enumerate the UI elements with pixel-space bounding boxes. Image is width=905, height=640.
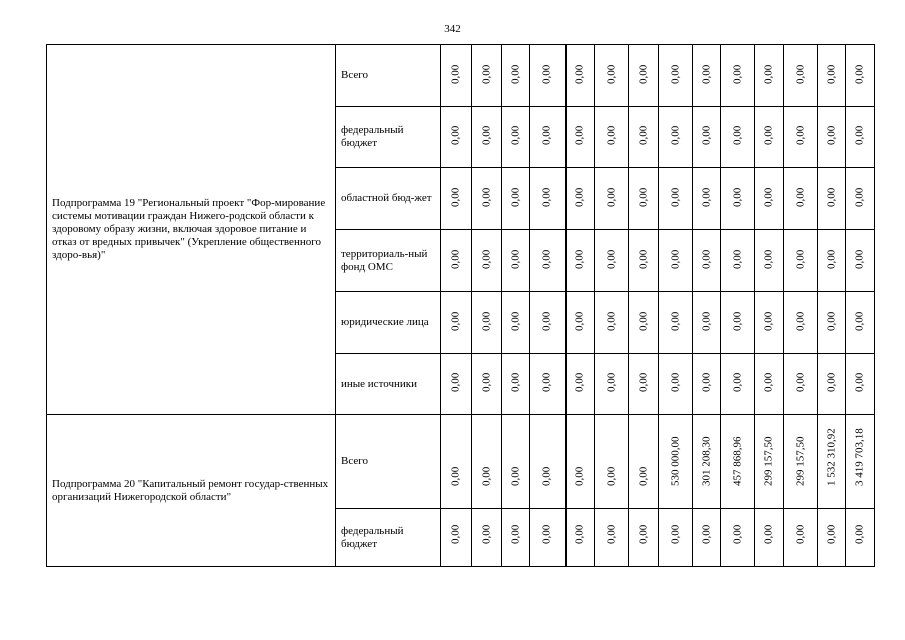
value-cell — [721, 230, 755, 292]
value-cell — [629, 45, 659, 107]
value-text: 0,00 — [853, 311, 866, 331]
value-cell — [441, 168, 472, 230]
value-cell — [629, 509, 659, 567]
value-cell — [818, 509, 846, 567]
value-cell — [784, 354, 818, 415]
value-text: 0,00 — [637, 187, 649, 207]
value-cell — [629, 415, 659, 509]
value-cell — [659, 107, 693, 168]
value-cell — [784, 292, 818, 354]
value-cell — [502, 107, 530, 168]
budget-table — [46, 44, 875, 567]
value-text: 0,00 — [762, 187, 775, 207]
table-row — [47, 45, 875, 107]
value-text: 0,00 — [794, 249, 806, 269]
value-text: 0,00 — [794, 372, 806, 392]
value-cell — [530, 509, 566, 567]
value-text: 0,00 — [669, 372, 681, 392]
value-cell — [659, 45, 693, 107]
value-text: 0,00 — [762, 125, 775, 145]
value-cell — [530, 354, 566, 415]
value-text: 0,00 — [509, 372, 521, 392]
value-cell — [441, 292, 472, 354]
value-text: 0,00 — [449, 64, 462, 84]
value-text: 0,00 — [762, 372, 775, 392]
value-cell — [472, 415, 502, 509]
value-cell — [566, 107, 595, 168]
value-text: 0,00 — [540, 372, 553, 392]
value-text: 0,00 — [700, 524, 712, 544]
value-cell — [721, 107, 755, 168]
value-text: 0,00 — [825, 372, 837, 392]
value-cell — [693, 230, 721, 292]
value-text: 0,00 — [853, 249, 866, 269]
funding-source: иные источники — [336, 354, 441, 415]
value-cell — [595, 415, 629, 509]
value-cell — [818, 230, 846, 292]
value-cell — [472, 45, 502, 107]
value-text: 0,00 — [540, 466, 553, 486]
value-text: 0,00 — [700, 125, 712, 145]
value-text: 299 157,50 — [794, 436, 806, 486]
value-cell — [721, 415, 755, 509]
value-text: 0,00 — [480, 249, 492, 269]
funding-source: юридические лица — [336, 292, 441, 354]
value-cell — [629, 230, 659, 292]
value-text: 0,00 — [449, 372, 462, 392]
value-cell — [629, 107, 659, 168]
value-cell — [846, 107, 875, 168]
value-text: 0,00 — [540, 524, 553, 544]
value-cell — [566, 415, 595, 509]
value-cell — [755, 168, 784, 230]
value-text: 0,00 — [509, 524, 521, 544]
value-cell — [755, 292, 784, 354]
value-text: 0,00 — [605, 187, 617, 207]
value-cell — [784, 45, 818, 107]
value-cell — [472, 354, 502, 415]
value-text: 0,00 — [825, 64, 837, 84]
value-text: 0,00 — [700, 249, 712, 269]
funding-source: областной бюд-жет — [336, 168, 441, 230]
value-cell — [659, 415, 693, 509]
value-text: 0,00 — [762, 524, 775, 544]
value-text: 0,00 — [731, 125, 743, 145]
value-cell — [784, 168, 818, 230]
funding-source: Всего — [336, 45, 441, 107]
value-cell — [595, 45, 629, 107]
value-text: 0,00 — [825, 524, 837, 544]
value-cell — [472, 509, 502, 567]
value-cell — [502, 45, 530, 107]
value-text: 0,00 — [669, 249, 681, 269]
value-cell — [846, 415, 875, 509]
value-text: 0,00 — [669, 524, 681, 544]
value-text: 0,00 — [731, 524, 743, 544]
value-text: 0,00 — [825, 125, 837, 145]
value-text: 1 532 310,92 — [825, 428, 837, 486]
value-cell — [659, 509, 693, 567]
value-cell — [784, 230, 818, 292]
value-cell — [502, 415, 530, 509]
value-cell — [566, 292, 595, 354]
value-text: 0,00 — [700, 311, 712, 331]
value-text: 0,00 — [794, 64, 806, 84]
value-text: 0,00 — [509, 311, 521, 331]
value-cell — [530, 230, 566, 292]
table-row — [47, 415, 875, 509]
value-text: 0,00 — [509, 125, 521, 145]
value-text: 0,00 — [669, 187, 681, 207]
value-cell — [818, 168, 846, 230]
value-text: 0,00 — [573, 125, 586, 145]
value-cell — [530, 107, 566, 168]
value-text: 0,00 — [700, 372, 712, 392]
value-text: 0,00 — [825, 187, 837, 207]
value-text: 0,00 — [605, 125, 617, 145]
value-text: 0,00 — [731, 372, 743, 392]
value-text: 457 868,96 — [731, 436, 743, 486]
value-cell — [502, 230, 530, 292]
value-text: 0,00 — [509, 64, 521, 84]
value-cell — [566, 509, 595, 567]
value-text: 0,00 — [794, 524, 806, 544]
value-cell — [755, 415, 784, 509]
value-text: 0,00 — [700, 64, 712, 84]
value-text: 0,00 — [449, 249, 462, 269]
value-cell — [441, 354, 472, 415]
value-cell — [566, 168, 595, 230]
value-cell — [846, 45, 875, 107]
value-text: 0,00 — [853, 64, 866, 84]
value-cell — [472, 230, 502, 292]
value-cell — [721, 45, 755, 107]
value-text: 0,00 — [731, 64, 743, 84]
value-cell — [846, 354, 875, 415]
value-cell — [693, 292, 721, 354]
value-cell — [595, 292, 629, 354]
value-cell — [595, 354, 629, 415]
value-cell — [721, 168, 755, 230]
value-cell — [595, 509, 629, 567]
value-text: 0,00 — [449, 524, 462, 544]
value-text: 0,00 — [480, 466, 492, 486]
value-cell — [846, 230, 875, 292]
value-text: 0,00 — [480, 524, 492, 544]
value-text: 0,00 — [605, 64, 617, 84]
value-text: 0,00 — [700, 187, 712, 207]
value-text: 0,00 — [480, 187, 492, 207]
value-cell — [502, 168, 530, 230]
value-cell — [755, 230, 784, 292]
value-cell — [441, 230, 472, 292]
value-cell — [502, 509, 530, 567]
value-text: 0,00 — [573, 187, 586, 207]
value-cell — [441, 415, 472, 509]
value-cell — [755, 107, 784, 168]
value-text: 0,00 — [540, 64, 553, 84]
value-cell — [629, 292, 659, 354]
value-text: 0,00 — [794, 125, 806, 145]
value-cell — [659, 354, 693, 415]
value-text: 530 000,00 — [669, 436, 681, 486]
value-cell — [441, 45, 472, 107]
value-text: 0,00 — [449, 311, 462, 331]
value-cell — [818, 45, 846, 107]
funding-source: федеральный бюджет — [336, 107, 441, 168]
value-text: 0,00 — [669, 125, 681, 145]
value-cell — [530, 415, 566, 509]
value-cell — [659, 292, 693, 354]
value-cell — [846, 292, 875, 354]
value-cell — [566, 354, 595, 415]
value-text: 0,00 — [480, 311, 492, 331]
funding-source: территориаль-ный фонд ОМС — [336, 230, 441, 292]
value-text: 0,00 — [605, 311, 617, 331]
value-cell — [693, 509, 721, 567]
value-text: 0,00 — [762, 311, 775, 331]
value-text: 0,00 — [669, 311, 681, 331]
value-cell — [784, 415, 818, 509]
value-text: 0,00 — [794, 187, 806, 207]
value-text: 0,00 — [573, 249, 586, 269]
value-cell — [502, 354, 530, 415]
value-cell — [693, 415, 721, 509]
value-text: 0,00 — [605, 524, 617, 544]
value-cell — [818, 415, 846, 509]
value-text: 0,00 — [480, 372, 492, 392]
value-text: 0,00 — [573, 524, 586, 544]
value-cell — [784, 107, 818, 168]
value-text: 0,00 — [480, 125, 492, 145]
value-text: 0,00 — [637, 466, 649, 486]
value-text: 0,00 — [637, 524, 649, 544]
value-cell — [472, 168, 502, 230]
funding-source: Всего — [336, 415, 441, 509]
value-cell — [441, 107, 472, 168]
value-cell — [721, 509, 755, 567]
value-text: 0,00 — [540, 187, 553, 207]
value-text: 0,00 — [731, 187, 743, 207]
value-cell — [472, 107, 502, 168]
value-cell — [693, 354, 721, 415]
value-cell — [755, 45, 784, 107]
value-cell — [472, 292, 502, 354]
value-cell — [629, 354, 659, 415]
value-cell — [595, 230, 629, 292]
value-text: 0,00 — [509, 466, 521, 486]
value-text: 0,00 — [540, 311, 553, 331]
value-text: 0,00 — [480, 64, 492, 84]
value-text: 0,00 — [762, 249, 775, 269]
value-text: 301 208,30 — [700, 436, 712, 486]
funding-source: федеральный бюджет — [336, 509, 441, 567]
value-text: 0,00 — [853, 524, 866, 544]
value-text: 0,00 — [509, 187, 521, 207]
value-text: 299 157,50 — [762, 436, 775, 486]
value-text: 0,00 — [853, 125, 866, 145]
value-text: 0,00 — [637, 125, 649, 145]
value-cell — [441, 509, 472, 567]
value-text: 0,00 — [669, 64, 681, 84]
value-cell — [595, 107, 629, 168]
value-cell — [629, 168, 659, 230]
value-text: 0,00 — [509, 249, 521, 269]
value-text: 0,00 — [605, 249, 617, 269]
value-cell — [530, 45, 566, 107]
value-cell — [693, 107, 721, 168]
value-text: 3 419 703,18 — [853, 428, 866, 486]
value-cell — [530, 168, 566, 230]
value-text: 0,00 — [825, 249, 837, 269]
value-cell — [818, 354, 846, 415]
value-cell — [693, 45, 721, 107]
value-text: 0,00 — [637, 64, 649, 84]
value-text: 0,00 — [637, 249, 649, 269]
value-cell — [595, 168, 629, 230]
value-cell — [721, 354, 755, 415]
value-text: 0,00 — [853, 372, 866, 392]
program-title: Подпрограмма 19 "Региональный проект "Фор-мирование системы мотивации граждан Нижего-родской области к здоровому образу жизни, включая здоровое питание и отказ от вредных привычек" (Укрепление общественного здоро-вья)" — [47, 45, 336, 415]
value-cell — [659, 230, 693, 292]
value-cell — [566, 230, 595, 292]
value-text: 0,00 — [449, 187, 462, 207]
value-cell — [755, 509, 784, 567]
value-cell — [502, 292, 530, 354]
value-text: 0,00 — [794, 311, 806, 331]
value-cell — [846, 168, 875, 230]
value-text: 0,00 — [825, 311, 837, 331]
value-cell — [755, 354, 784, 415]
value-cell — [818, 107, 846, 168]
value-cell — [721, 292, 755, 354]
value-text: 0,00 — [731, 249, 743, 269]
value-text: 0,00 — [637, 372, 649, 392]
value-cell — [784, 509, 818, 567]
value-text: 0,00 — [573, 311, 586, 331]
value-cell — [659, 168, 693, 230]
page-number: 342 — [444, 23, 461, 35]
value-cell — [818, 292, 846, 354]
value-text: 0,00 — [449, 125, 462, 145]
program-title: Подпрограмма 20 "Капитальный ремонт государ-ственных организаций Нижегородской области" — [47, 415, 336, 567]
value-text: 0,00 — [853, 187, 866, 207]
value-text: 0,00 — [605, 372, 617, 392]
value-cell — [530, 292, 566, 354]
value-text: 0,00 — [540, 125, 553, 145]
value-cell — [846, 509, 875, 567]
value-text: 0,00 — [637, 311, 649, 331]
value-text: 0,00 — [573, 64, 586, 84]
value-text: 0,00 — [573, 466, 586, 486]
value-cell — [693, 168, 721, 230]
value-cell — [566, 45, 595, 107]
value-text: 0,00 — [762, 64, 775, 84]
value-text: 0,00 — [449, 466, 462, 486]
value-text: 0,00 — [731, 311, 743, 331]
value-text: 0,00 — [540, 249, 553, 269]
value-text: 0,00 — [573, 372, 586, 392]
value-text: 0,00 — [605, 466, 617, 486]
